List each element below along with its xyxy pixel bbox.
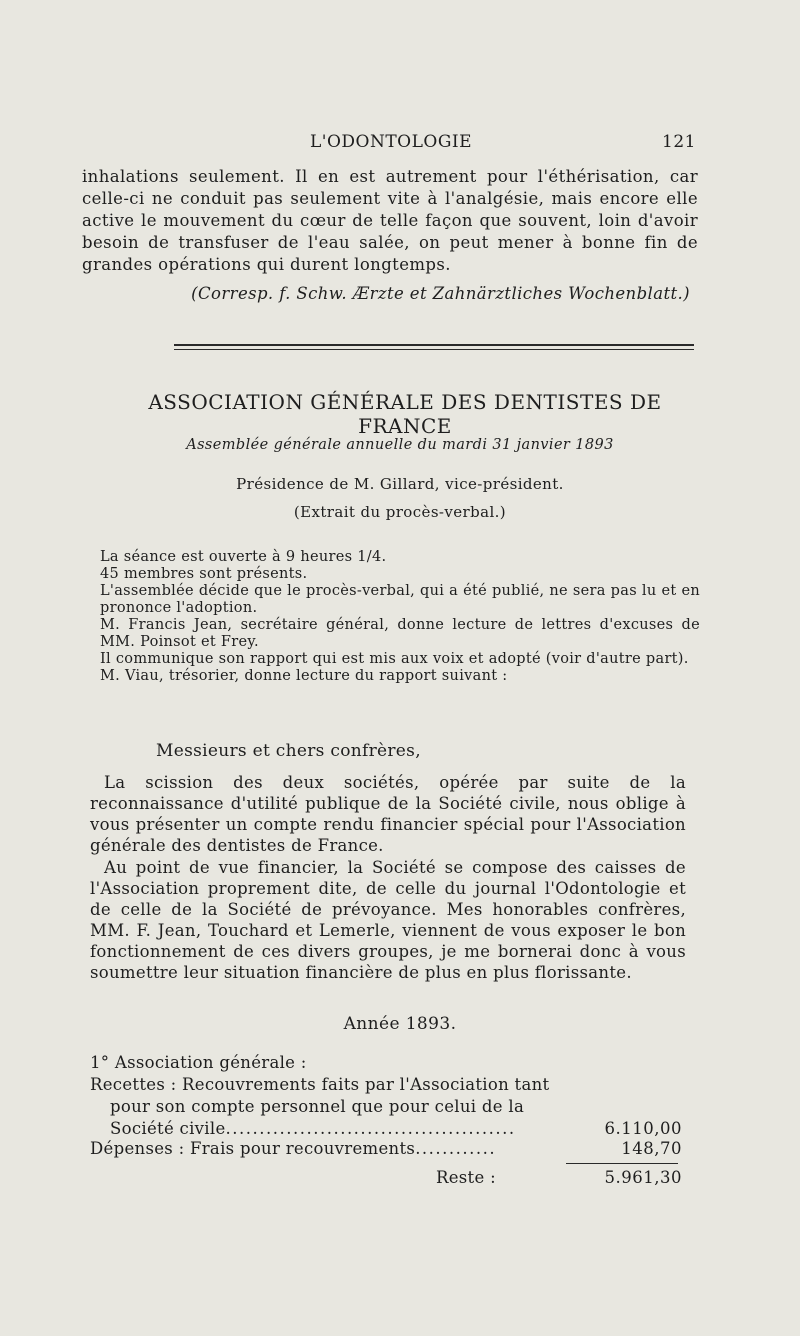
sum-rule <box>566 1163 678 1164</box>
source-citation: (Corresp. f. Schw. Ærzte et Zahnärztliches Wochenblatt.) <box>191 284 690 303</box>
page-number: 121 <box>662 132 696 152</box>
minutes-line: L'assemblée décide que le procès-verbal, qui a été publié, ne sera pas lu et en prononce l'adoption. <box>100 583 700 616</box>
depenses-amount: 148,70 <box>621 1139 682 1158</box>
reste-amount: 5.961,30 <box>604 1168 682 1187</box>
report-paragraph-2: Au point de vue financier, la Société se compose des caisses de l'Association proprement dite, de celle du journal l'Odontologie et de celle de la Société de prévoyance. Mes honorables confrères, MM. F. Jean, Touchard et Lemerle, viennent de vous exposer le bon fonctionnement de ces divers groupes, je me bornerai donc à vous soumettre leur situation financière de plus en plus florissante. <box>90 858 686 982</box>
recettes-line-2: pour son compte personnel que pour celui de la <box>110 1097 525 1116</box>
opening-paragraph: inhalations seulement. Il en est autrement pour l'éthérisation, car celle-ci ne conduit pas seulement vite à l'analgésie, mais encore elle active le mouvement du cœur de telle façon que souvent, loin d'avoir besoin de transfuser de l'eau salée, on peut mener à bonne fin de grandes opérations qui durent longtemps. <box>82 167 698 274</box>
recettes-line-1: Recettes : Recouvrements faits par l'Association tant <box>90 1075 550 1094</box>
extract-note: (Extrait du procès-verbal.) <box>293 503 507 521</box>
minutes-line: Il communique son rapport qui est mis aux voix et adopté (voir d'autre part). <box>100 651 689 667</box>
recettes-amount: 6.110,00 <box>604 1119 682 1138</box>
presidency-line: Présidence de M. Gillard, vice-président. <box>236 475 564 493</box>
depenses-line-text: Dépenses : Frais pour recouvrements <box>90 1139 416 1158</box>
double-rule-top <box>174 344 694 346</box>
year-title: Année 1893. <box>343 1014 457 1034</box>
minutes-list <box>100 549 700 685</box>
leader-dots: ........................................... <box>225 1119 516 1138</box>
minutes-line: M. Francis Jean, secrétaire général, donne lecture de lettres d'excuses de MM. Poinsot et Frey. <box>100 617 700 650</box>
minutes-line: 45 membres sont présents. <box>100 566 308 582</box>
salutation: Messieurs et chers confrères, <box>156 741 421 761</box>
recettes-line-3-text: Société civile <box>110 1119 226 1138</box>
running-head <box>88 132 696 156</box>
minutes-line: M. Viau, trésorier, donne lecture du rapport suivant : <box>100 668 508 684</box>
minutes-line: La séance est ouverte à 9 heures 1/4. <box>100 549 387 565</box>
report-paragraph-1: La scission des deux sociétés, opérée par suite de la reconnaissance d'utilité publique de la Société civile, nous oblige à vous présenter un compte rendu financier spécial pour l'Association générale des dentistes de France. <box>90 773 686 855</box>
leader-dots: ............ <box>415 1139 497 1158</box>
meeting-subheading: Assemblée générale annuelle du mardi 31 janvier 1893 <box>186 437 614 453</box>
depenses-line <box>90 1139 496 1158</box>
reste-label: Reste : <box>436 1168 496 1187</box>
recettes-line-3 <box>110 1119 516 1138</box>
double-rule-bottom <box>174 349 694 350</box>
section-heading: ASSOCIATION GÉNÉRALE DES DENTISTES DE FRANCE <box>148 390 662 438</box>
journal-title: L'ODONTOLOGIE <box>310 132 473 152</box>
account-section: 1° Association générale : <box>90 1053 307 1072</box>
